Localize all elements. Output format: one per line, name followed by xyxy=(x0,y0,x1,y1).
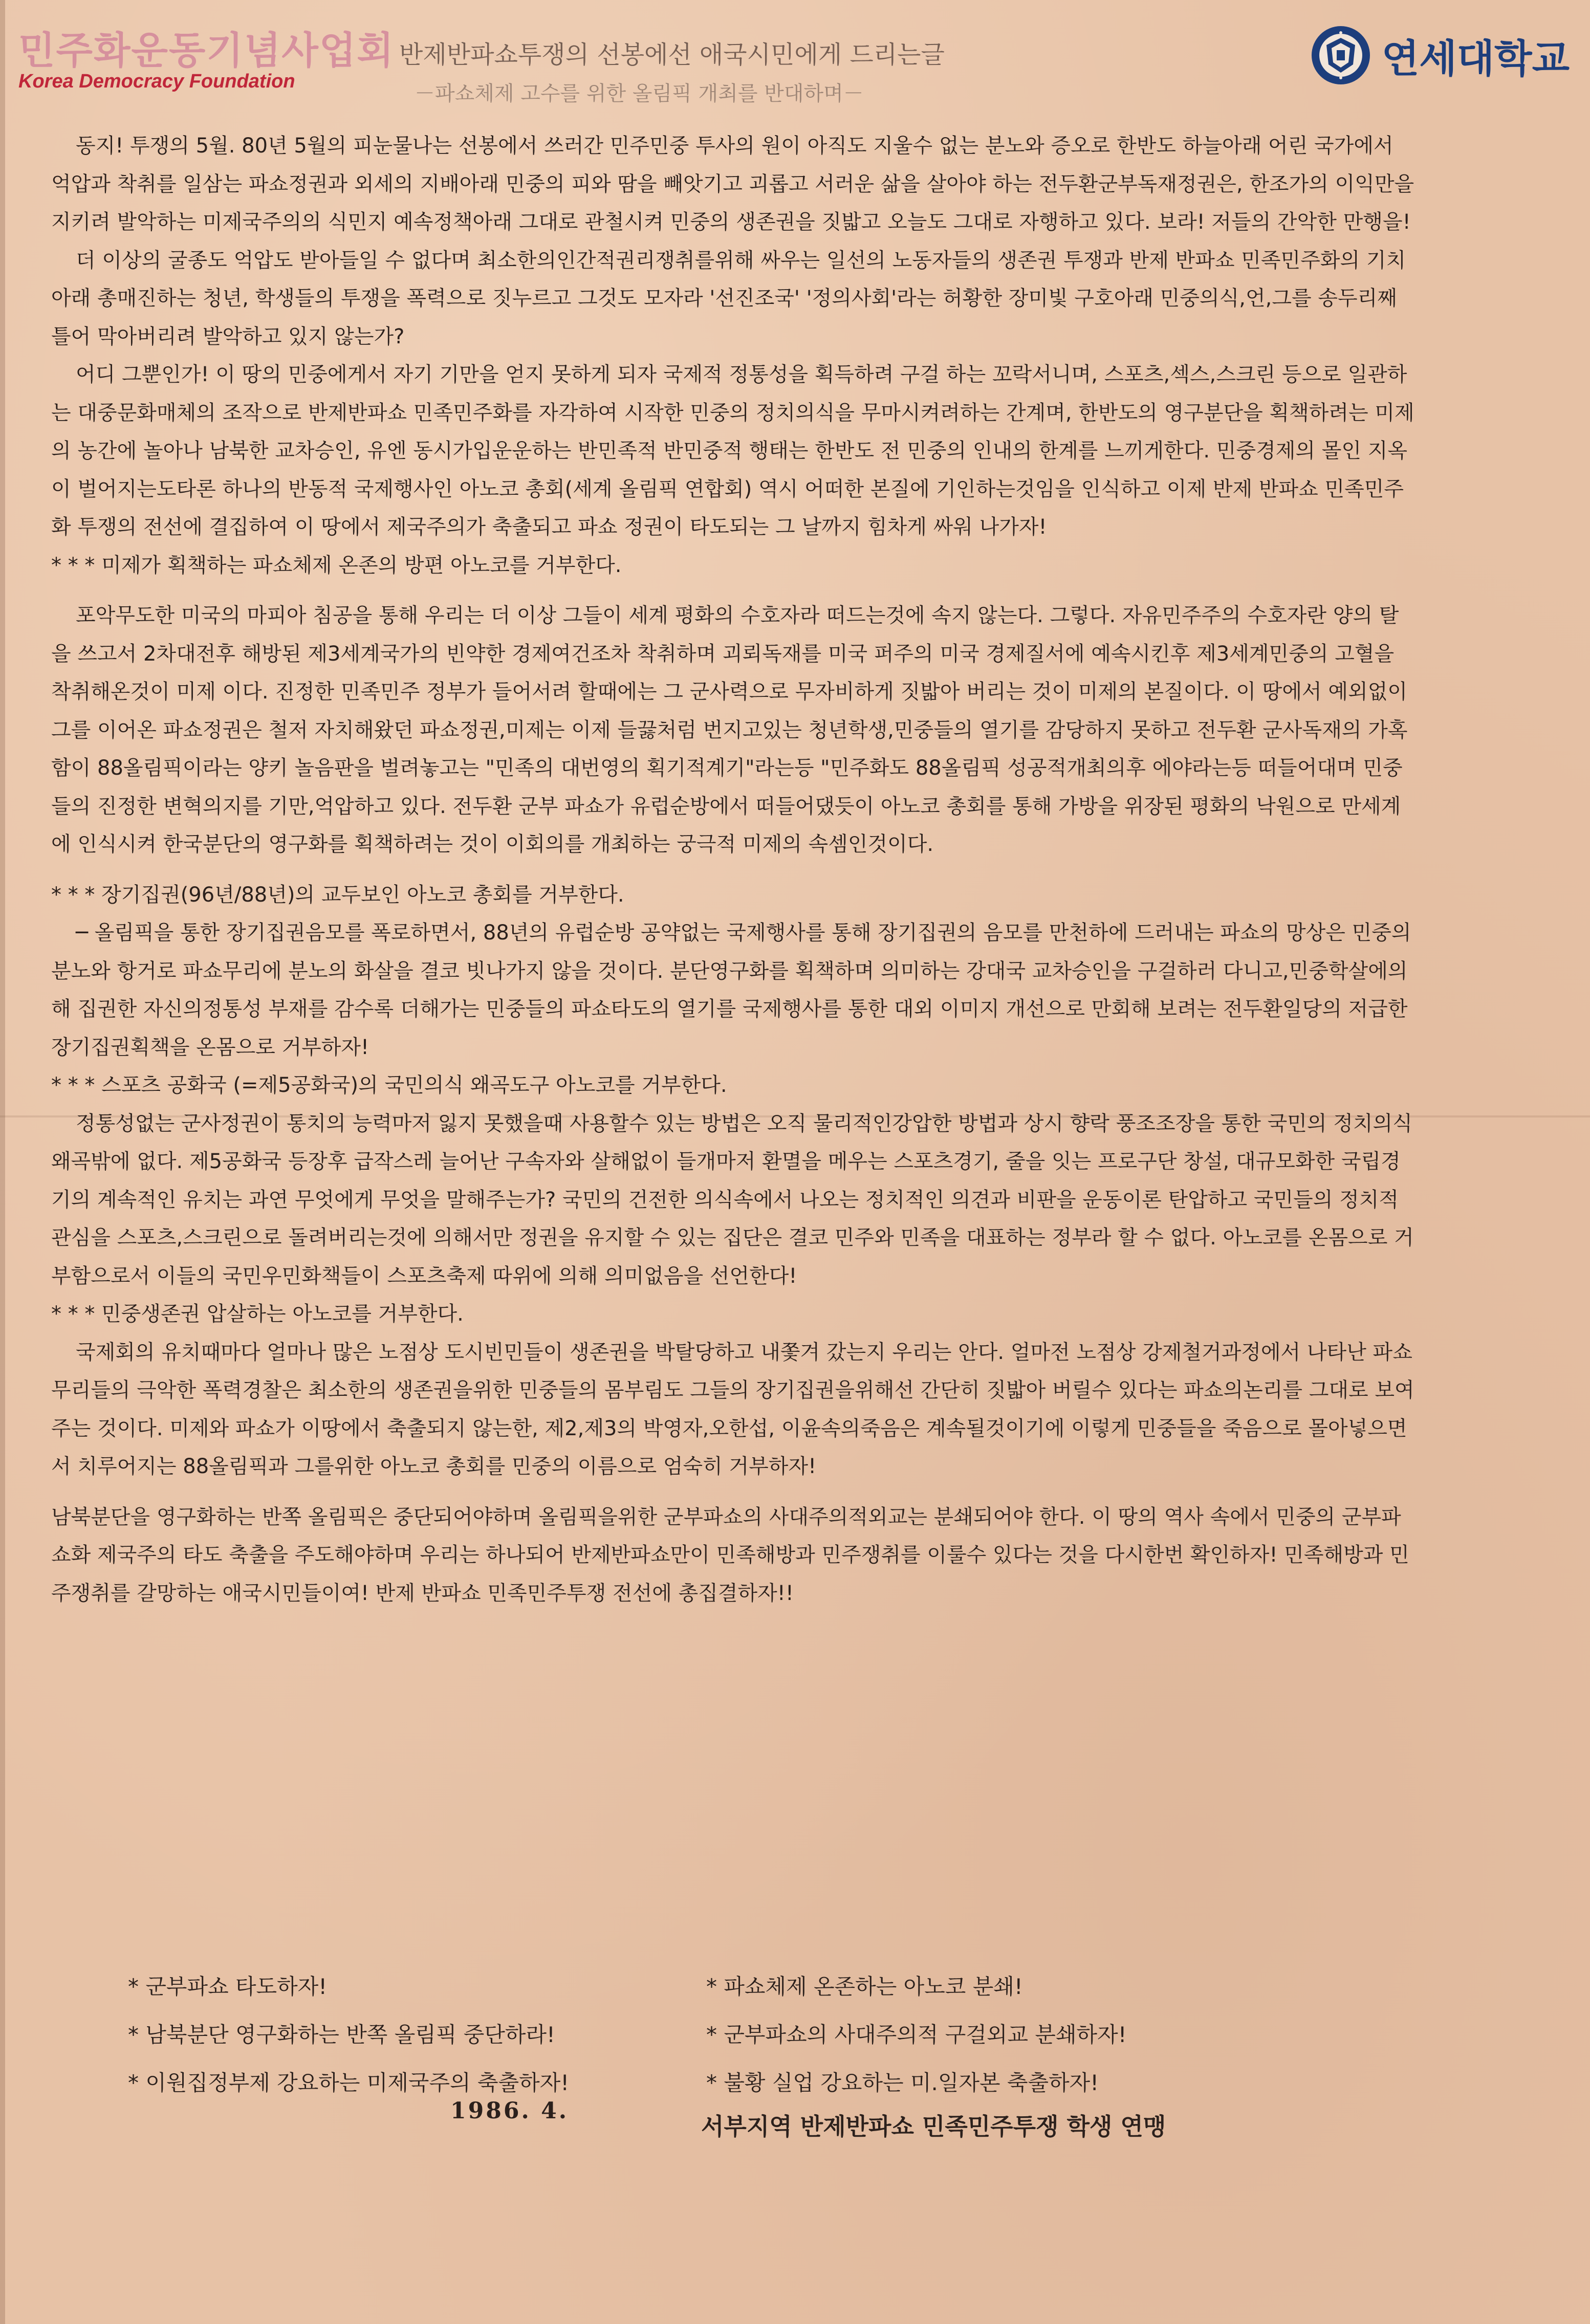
university-name: 연세대학교 xyxy=(1381,35,1570,81)
paragraph-3: 어디 그뿐인가! 이 땅의 민중에게서 자기 기만을 얻지 못하게 되자 국제적 정통성을 획득하려 구걸 하는 꼬락서니며, 스포츠,섹스,스크린 등으로 일관하는 대중문화매체의 조작으로 반제반파쇼 민족민주화를 자각하여 시작한 민중의 정치의식을 무마시켜려하는 간계며, 한반도의 영구분단을 획책하려는 미제의 농간에 놀아나 남북한 교차승인, 유엔 동시가입운운하는 반민족적 반민중적 행태는 한반도 전 민중의 인내의 한계를 느끼게한다. 민중경제의 몰인 지옥이 벌어지는도타론 하나의 반동적 국제행사인 아노코 총회(세계 올림픽 연합회) 역시 어떠한 본질에 기인하는것임을 인식하고 이제 반제 반파쇼 민족민주화 투쟁의 전선에 결집하여 이 땅에서 제국주의가 축출되고 파쇼 정권이 타도되는 그 날까지 힘차게 싸워 나가자! xyxy=(51,363,1414,539)
paper-edge xyxy=(0,0,5,2324)
leaflet-title xyxy=(399,35,1218,106)
paragraph-5: ─ 올림픽을 통한 장기집권음모를 폭로하면서, 88년의 유럽순방 공약없는 국제행사를 통해 장기집권의 음모를 만천하에 드러내는 파쇼의 망상은 민중의 분노와 항거로 파쇼무리에 분노의 화살을 결코 빗나가지 않을 것이다. 분단영구화를 획책하며 의미하는 강대국 교차승인을 구걸하러 다니고,민중학살에의해 집권한 자신의정통성 부재를 감수록 더해가는 민중들의 파쇼타도의 열기를 국제행사를 통한 대외 이미지 개선으로 만회해 보려는 전두환일당의 저급한 장기집권획책을 온몸으로 거부하자! xyxy=(51,921,1411,1059)
paragraph-6: 정통성없는 군사정권이 통치의 능력마저 잃지 못했을때 사용할수 있는 방법은 오직 물리적인강압한 방법과 상시 향락 풍조조장을 통한 국민의 정치의식 왜곡밖에 없다. 제5공화국 등장후 급작스레 늘어난 구속자와 살해없이 들개마저 환멸을 메우는 스포츠경기, 줄을 잇는 프로구단 창설, 대규모화한 국립경기의 계속적인 유치는 과연 무엇에게 무엇을 말해주는가? 국민의 건전한 의식속에서 나오는 정치적인 의견과 비판을 운동이론 탄압하고 국민들의 정치적 관심을 스포츠,스크린으로 돌려버리는것에 의해서만 정권을 유지할 수 있는 집단은 결코 민주와 민족을 대표하는 정부라 할 수 없다. 아노코를 온몸으로 거부함으로서 이들의 국민우민화책들이 스포츠축제 따위에 의해 의미없음을 선언한다! xyxy=(51,1111,1414,1288)
university-seal-icon xyxy=(1310,25,1371,86)
section-heading-3: * * * 스포츠 공화국 (=제5공화국)의 국민의식 왜곡도구 아노코를 거부한다. xyxy=(51,1073,727,1097)
slogan-item: * 남북분단 영구화하는 반쪽 올림픽 중단하라! xyxy=(128,2022,555,2047)
paragraph-2: 더 이상의 굴종도 억압도 받아들일 수 없다며 최소한의인간적권리쟁취를위해 싸우는 일선의 노동자들의 생존권 투쟁과 반제 반파쇼 민족민주화의 기치아래 총매진하는 청년, 학생들의 투쟁을 폭력으로 짓누르고 그것도 모자라 '선진조국' '정의사회'라는 허황한 장미빛 구호아래 민중의식,언,그를 송두리째 틀어 막아버리려 발악하고 있지 않는가? xyxy=(51,248,1406,348)
slogan-item: * 불황 실업 강요하는 미.일자본 축출하자! xyxy=(706,2070,1099,2095)
university-logo xyxy=(1310,25,1570,86)
paragraph-4: 포악무도한 미국의 마피아 침공을 통해 우리는 더 이상 그들이 세계 평화의 수호자라 떠드는것에 속지 않는다. 그렇다. 자유민주주의 수호자란 양의 탈을 쓰고서 2차대전후 해방된 제3세계국가의 빈약한 경제여건조차 착취하며 괴뢰독재를 미국 퍼주의 미국 경제질서에 예속시킨후 제3세계민중의 고혈을 착취해온것이 미제 이다. 진정한 민족민주 정부가 들어서려 할때에는 그 군사력으로 무자비하게 짓밟아 버리는 것이 미제의 본질이다. 이 땅에서 예외없이 그를 이어온 파쇼정권은 철저 자치해왔던 파쇼정권,미제는 이제 들끓처럼 번지고있는 청년학생,민중들의 열기를 감당하지 못하고 전두환 군사독재의 가혹함이 88올림픽이라는 양키 놀음판을 벌려놓고는 "민족의 대번영의 획기적계기"라는등 "민주화도 88올림픽 성공적개최의후 에야라는등 떠들어대며 민중들의 진정한 변혁의지를 기만,억압하고 있다. 전두환 군부 파쇼가 유럽순방에서 떠들어댔듯이 아노코 총회를 통해 가방을 위장된 평화의 낙원으로 만세계에 인식시켜 한국분단의 영구화를 획책하려는 것이 이회의를 개최하는 궁극적 미제의 속셈인것이다. xyxy=(51,604,1408,856)
slogan-item: * 군부파쇼 타도하자! xyxy=(128,1974,328,1999)
slogan-list xyxy=(128,1970,1407,2097)
section-heading-1: * * * 미제가 획책하는 파쇼체제 온존의 방편 아노코를 거부한다. xyxy=(51,553,622,577)
issuing-organization: 서부지역 반제반파쇼 민족민주투쟁 학생 연맹 xyxy=(701,2113,1166,2140)
archive-watermark xyxy=(18,20,395,93)
section-heading-4: * * * 민중생존권 압살하는 아노코를 거부한다. xyxy=(51,1302,464,1326)
title-line-2: －파쇼체제 고수를 위한 올림픽 개최를 반대하며－ xyxy=(415,82,864,105)
closing-paragraph: 남북분단을 영구화하는 반쪽 올림픽은 중단되어야하며 올림픽을위한 군부파쇼의 사대주의적외교는 분쇄되어야 한다. 이 땅의 역사 속에서 민중의 군부파쇼화 제국주의 타도 축출을 주도해야하며 우리는 하나되어 반제반파쇼만이 민족해방과 민주쟁취를 이룰수 있다는 것을 다시한번 확인하자! 민족해방과 민주쟁취를 갈망하는 애국시민들이여! 반제 반파쇼 민족민주투쟁 전선에 총집결하자!! xyxy=(51,1505,1409,1605)
watermark-title: 민주화운동기념사업회 xyxy=(18,29,395,73)
watermark-subtitle: Korea Democracy Foundation xyxy=(18,71,295,92)
slogan-item: * 이원집정부제 강요하는 미제국주의 축출하자! xyxy=(128,2070,570,2095)
section-heading-2: * * * 장기집권(96년/88년)의 교두보인 아노코 총회를 거부한다. xyxy=(51,883,624,907)
leaflet-body xyxy=(51,127,1415,1612)
title-line-1: 반제반파쇼투쟁의 선봉에선 애국시민에게 드리는글 xyxy=(399,40,945,69)
slogan-item: * 군부파쇼의 사대주의적 구걸외교 분쇄하자! xyxy=(706,2022,1127,2047)
issue-date: 1986. 4. xyxy=(450,2098,569,2124)
paragraph-7: 국제회의 유치때마다 얼마나 많은 노점상 도시빈민들이 생존권을 박탈당하고 내쫓겨 갔는지 우리는 안다. 얼마전 노점상 강제철거과정에서 나타난 파쇼무리들의 극악한 폭력경찰은 최소한의 생존권을위한 민중들의 몸부림도 그들의 장기집권을위해선 간단히 짓밟아 버릴수 있다는 파쇼의논리를 그대로 보여주는 것이다. 미제와 파쇼가 이땅에서 축출되지 않는한, 제2,제3의 박영자,오한섭, 이윤속의죽음은 계속될것이기에 이렇게 민중들을 죽음으로 몰아넣으면서 치루어지는 88올림픽과 그를위한 아노코 총회를 민중의 이름으로 엄숙히 거부하자! xyxy=(51,1340,1414,1478)
paragraph-1: 동지! 투쟁의 5월. 80년 5월의 피눈물나는 선봉에서 쓰러간 민주민중 투사의 원이 아직도 지울수 없는 분노와 증오로 한반도 하늘아래 어린 국가에서 억압과 착취를 일삼는 파쇼정권과 외세의 지배아래 민중의 피와 땀을 빼앗기고 괴롭고 서러운 삶을 살아야 하는 전두환군부독재정권은, 한조가의 이익만을 지키려 발악하는 미제국주의의 식민지 예속정책아래 그대로 관철시켜 민중의 생존권을 짓밟고 오늘도 그대로 자행하고 있다. 보라! 저들의 간악한 만행을! xyxy=(51,134,1414,234)
slogan-item: * 파쇼체제 온존하는 아노코 분쇄! xyxy=(706,1974,1023,1999)
